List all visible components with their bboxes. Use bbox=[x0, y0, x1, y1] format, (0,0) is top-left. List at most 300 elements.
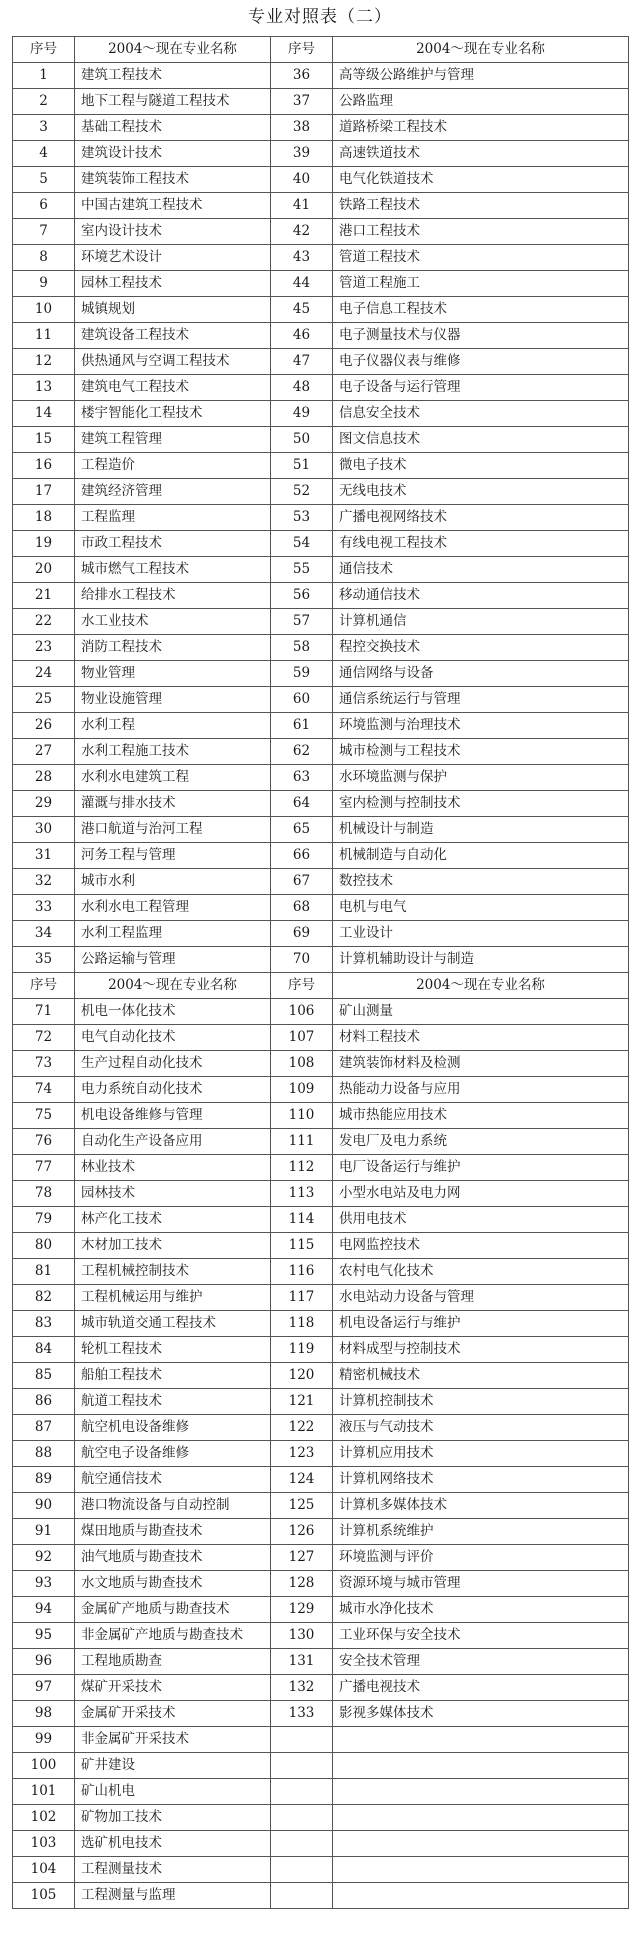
row-number: 72 bbox=[13, 1025, 75, 1051]
table-row bbox=[13, 427, 629, 453]
major-name: 矿山测量 bbox=[333, 999, 629, 1025]
row-number: 45 bbox=[271, 297, 333, 323]
table-row bbox=[13, 1389, 629, 1415]
major-name: 工程机械运用与维护 bbox=[75, 1285, 271, 1311]
table-row bbox=[13, 63, 629, 89]
row-number: 127 bbox=[271, 1545, 333, 1571]
table-row bbox=[13, 1467, 629, 1493]
row-number-empty bbox=[271, 1805, 333, 1831]
row-number: 93 bbox=[13, 1571, 75, 1597]
major-name: 航空电子设备维修 bbox=[75, 1441, 271, 1467]
major-name: 基础工程技术 bbox=[75, 115, 271, 141]
table-row bbox=[13, 661, 629, 687]
row-number: 92 bbox=[13, 1545, 75, 1571]
row-number: 99 bbox=[13, 1727, 75, 1753]
row-number: 91 bbox=[13, 1519, 75, 1545]
major-name: 机械制造与自动化 bbox=[333, 843, 629, 869]
major-name: 计算机系统维护 bbox=[333, 1519, 629, 1545]
major-name: 水利工程施工技术 bbox=[75, 739, 271, 765]
table-row bbox=[13, 791, 629, 817]
major-name: 建筑工程技术 bbox=[75, 63, 271, 89]
major-name: 水利水电建筑工程 bbox=[75, 765, 271, 791]
header-name: 2004～现在专业名称 bbox=[333, 37, 629, 63]
table-row bbox=[13, 947, 629, 973]
table-row bbox=[13, 1207, 629, 1233]
major-name-empty bbox=[333, 1831, 629, 1857]
header-seq: 序号 bbox=[13, 37, 75, 63]
header-seq: 序号 bbox=[271, 973, 333, 999]
row-number: 85 bbox=[13, 1363, 75, 1389]
row-number: 100 bbox=[13, 1753, 75, 1779]
major-name: 计算机多媒体技术 bbox=[333, 1493, 629, 1519]
major-name: 城镇规划 bbox=[75, 297, 271, 323]
major-name: 电气化铁道技术 bbox=[333, 167, 629, 193]
table-row bbox=[13, 999, 629, 1025]
table-row bbox=[13, 739, 629, 765]
major-name: 港口工程技术 bbox=[333, 219, 629, 245]
major-name: 船舶工程技术 bbox=[75, 1363, 271, 1389]
row-number: 26 bbox=[13, 713, 75, 739]
table-row bbox=[13, 635, 629, 661]
major-name-empty bbox=[333, 1753, 629, 1779]
header-name: 2004～现在专业名称 bbox=[75, 973, 271, 999]
row-number: 111 bbox=[271, 1129, 333, 1155]
row-number: 70 bbox=[271, 947, 333, 973]
row-number: 82 bbox=[13, 1285, 75, 1311]
major-name: 室内设计技术 bbox=[75, 219, 271, 245]
major-comparison-table bbox=[12, 36, 629, 1909]
major-name: 建筑电气工程技术 bbox=[75, 375, 271, 401]
major-name: 非金属矿开采技术 bbox=[75, 1727, 271, 1753]
table-row bbox=[13, 1883, 629, 1909]
major-name: 水电站动力设备与管理 bbox=[333, 1285, 629, 1311]
header-seq: 序号 bbox=[13, 973, 75, 999]
row-number: 54 bbox=[271, 531, 333, 557]
major-name: 机电设备运行与维护 bbox=[333, 1311, 629, 1337]
table-row bbox=[13, 323, 629, 349]
row-number: 68 bbox=[271, 895, 333, 921]
major-name: 油气地质与勘查技术 bbox=[75, 1545, 271, 1571]
row-number: 59 bbox=[271, 661, 333, 687]
row-number: 119 bbox=[271, 1337, 333, 1363]
major-name: 港口航道与治河工程 bbox=[75, 817, 271, 843]
header-row bbox=[13, 973, 629, 999]
header-seq: 序号 bbox=[271, 37, 333, 63]
major-name: 液压与气动技术 bbox=[333, 1415, 629, 1441]
table-row bbox=[13, 1259, 629, 1285]
row-number: 34 bbox=[13, 921, 75, 947]
major-name: 通信系统运行与管理 bbox=[333, 687, 629, 713]
major-name: 木材加工技术 bbox=[75, 1233, 271, 1259]
row-number: 20 bbox=[13, 557, 75, 583]
major-name: 城市检测与工程技术 bbox=[333, 739, 629, 765]
row-number: 109 bbox=[271, 1077, 333, 1103]
row-number: 88 bbox=[13, 1441, 75, 1467]
row-number: 64 bbox=[271, 791, 333, 817]
row-number: 112 bbox=[271, 1155, 333, 1181]
major-name: 物业设施管理 bbox=[75, 687, 271, 713]
row-number: 10 bbox=[13, 297, 75, 323]
row-number: 124 bbox=[271, 1467, 333, 1493]
major-name: 农村电气化技术 bbox=[333, 1259, 629, 1285]
row-number: 33 bbox=[13, 895, 75, 921]
row-number: 44 bbox=[271, 271, 333, 297]
major-name: 自动化生产设备应用 bbox=[75, 1129, 271, 1155]
row-number: 105 bbox=[13, 1883, 75, 1909]
row-number: 86 bbox=[13, 1389, 75, 1415]
table-row bbox=[13, 167, 629, 193]
major-name: 选矿机电技术 bbox=[75, 1831, 271, 1857]
row-number: 12 bbox=[13, 349, 75, 375]
major-name: 工程造价 bbox=[75, 453, 271, 479]
table-row bbox=[13, 1519, 629, 1545]
row-number-empty bbox=[271, 1883, 333, 1909]
row-number: 65 bbox=[271, 817, 333, 843]
major-name: 市政工程技术 bbox=[75, 531, 271, 557]
major-name: 微电子技术 bbox=[333, 453, 629, 479]
major-name: 广播电视网络技术 bbox=[333, 505, 629, 531]
major-name: 航空机电设备维修 bbox=[75, 1415, 271, 1441]
row-number: 13 bbox=[13, 375, 75, 401]
row-number: 9 bbox=[13, 271, 75, 297]
row-number: 16 bbox=[13, 453, 75, 479]
table-row bbox=[13, 869, 629, 895]
major-name: 地下工程与隧道工程技术 bbox=[75, 89, 271, 115]
table-row bbox=[13, 1129, 629, 1155]
major-name: 工程测量与监理 bbox=[75, 1883, 271, 1909]
major-name: 煤田地质与勘查技术 bbox=[75, 1519, 271, 1545]
row-number: 29 bbox=[13, 791, 75, 817]
row-number: 125 bbox=[271, 1493, 333, 1519]
major-name: 城市水利 bbox=[75, 869, 271, 895]
major-name: 电子设备与运行管理 bbox=[333, 375, 629, 401]
row-number: 80 bbox=[13, 1233, 75, 1259]
row-number: 61 bbox=[271, 713, 333, 739]
table-row bbox=[13, 453, 629, 479]
row-number: 3 bbox=[13, 115, 75, 141]
major-name: 公路运输与管理 bbox=[75, 947, 271, 973]
row-number: 32 bbox=[13, 869, 75, 895]
major-name: 管道工程技术 bbox=[333, 245, 629, 271]
major-name: 有线电视工程技术 bbox=[333, 531, 629, 557]
row-number: 129 bbox=[271, 1597, 333, 1623]
row-number: 122 bbox=[271, 1415, 333, 1441]
major-name: 电气自动化技术 bbox=[75, 1025, 271, 1051]
row-number: 24 bbox=[13, 661, 75, 687]
major-name: 公路监理 bbox=[333, 89, 629, 115]
table-row bbox=[13, 531, 629, 557]
major-name: 程控交换技术 bbox=[333, 635, 629, 661]
row-number: 101 bbox=[13, 1779, 75, 1805]
row-number: 95 bbox=[13, 1623, 75, 1649]
row-number: 52 bbox=[271, 479, 333, 505]
row-number: 31 bbox=[13, 843, 75, 869]
table-row bbox=[13, 713, 629, 739]
major-name: 无线电技术 bbox=[333, 479, 629, 505]
row-number: 15 bbox=[13, 427, 75, 453]
major-name: 水利水电工程管理 bbox=[75, 895, 271, 921]
table-row bbox=[13, 1233, 629, 1259]
major-name-empty bbox=[333, 1727, 629, 1753]
major-name: 中国古建筑工程技术 bbox=[75, 193, 271, 219]
row-number: 66 bbox=[271, 843, 333, 869]
major-name: 电子仪器仪表与维修 bbox=[333, 349, 629, 375]
row-number: 97 bbox=[13, 1675, 75, 1701]
table-row bbox=[13, 1181, 629, 1207]
major-name: 城市水净化技术 bbox=[333, 1597, 629, 1623]
major-name: 轮机工程技术 bbox=[75, 1337, 271, 1363]
major-name: 园林技术 bbox=[75, 1181, 271, 1207]
table-row bbox=[13, 349, 629, 375]
row-number: 1 bbox=[13, 63, 75, 89]
major-name: 材料成型与控制技术 bbox=[333, 1337, 629, 1363]
table-row bbox=[13, 1649, 629, 1675]
major-name: 铁路工程技术 bbox=[333, 193, 629, 219]
table-row bbox=[13, 271, 629, 297]
major-name: 水利工程监理 bbox=[75, 921, 271, 947]
table-row bbox=[13, 1311, 629, 1337]
major-name: 机电一体化技术 bbox=[75, 999, 271, 1025]
row-number: 51 bbox=[271, 453, 333, 479]
row-number: 87 bbox=[13, 1415, 75, 1441]
major-name-empty bbox=[333, 1857, 629, 1883]
row-number: 2 bbox=[13, 89, 75, 115]
major-name: 灌溉与排水技术 bbox=[75, 791, 271, 817]
table-row bbox=[13, 401, 629, 427]
major-name: 机电设备维修与管理 bbox=[75, 1103, 271, 1129]
major-name: 高等级公路维护与管理 bbox=[333, 63, 629, 89]
row-number: 81 bbox=[13, 1259, 75, 1285]
major-name: 图文信息技术 bbox=[333, 427, 629, 453]
row-number: 110 bbox=[271, 1103, 333, 1129]
major-name: 矿物加工技术 bbox=[75, 1805, 271, 1831]
major-name: 工程机械控制技术 bbox=[75, 1259, 271, 1285]
row-number: 48 bbox=[271, 375, 333, 401]
major-name: 金属矿产地质与勘查技术 bbox=[75, 1597, 271, 1623]
major-name: 工程监理 bbox=[75, 505, 271, 531]
major-name: 资源环境与城市管理 bbox=[333, 1571, 629, 1597]
major-name: 高速铁道技术 bbox=[333, 141, 629, 167]
table-row bbox=[13, 687, 629, 713]
row-number: 46 bbox=[271, 323, 333, 349]
major-name: 信息安全技术 bbox=[333, 401, 629, 427]
row-number: 123 bbox=[271, 1441, 333, 1467]
major-name: 机械设计与制造 bbox=[333, 817, 629, 843]
major-name-empty bbox=[333, 1779, 629, 1805]
major-name: 热能动力设备与应用 bbox=[333, 1077, 629, 1103]
major-name: 航空通信技术 bbox=[75, 1467, 271, 1493]
row-number: 39 bbox=[271, 141, 333, 167]
row-number: 108 bbox=[271, 1051, 333, 1077]
row-number: 117 bbox=[271, 1285, 333, 1311]
row-number: 121 bbox=[271, 1389, 333, 1415]
row-number: 77 bbox=[13, 1155, 75, 1181]
row-number: 40 bbox=[271, 167, 333, 193]
row-number: 21 bbox=[13, 583, 75, 609]
row-number: 103 bbox=[13, 1831, 75, 1857]
table-row bbox=[13, 583, 629, 609]
major-name: 园林工程技术 bbox=[75, 271, 271, 297]
table-row bbox=[13, 1441, 629, 1467]
major-name: 计算机应用技术 bbox=[333, 1441, 629, 1467]
row-number: 19 bbox=[13, 531, 75, 557]
major-name: 水利工程 bbox=[75, 713, 271, 739]
major-name: 室内检测与控制技术 bbox=[333, 791, 629, 817]
major-name: 道路桥梁工程技术 bbox=[333, 115, 629, 141]
table-row bbox=[13, 193, 629, 219]
row-number: 50 bbox=[271, 427, 333, 453]
row-number: 17 bbox=[13, 479, 75, 505]
major-name: 小型水电站及电力网 bbox=[333, 1181, 629, 1207]
table-row bbox=[13, 141, 629, 167]
row-number: 4 bbox=[13, 141, 75, 167]
table-row bbox=[13, 505, 629, 531]
table-row bbox=[13, 375, 629, 401]
major-name: 楼宇智能化工程技术 bbox=[75, 401, 271, 427]
table-row bbox=[13, 921, 629, 947]
major-name: 电网监控技术 bbox=[333, 1233, 629, 1259]
table-row bbox=[13, 1727, 629, 1753]
row-number: 35 bbox=[13, 947, 75, 973]
table-row bbox=[13, 1415, 629, 1441]
table-row bbox=[13, 765, 629, 791]
major-name: 电力系统自动化技术 bbox=[75, 1077, 271, 1103]
major-name: 河务工程与管理 bbox=[75, 843, 271, 869]
row-number: 63 bbox=[271, 765, 333, 791]
header-name: 2004～现在专业名称 bbox=[75, 37, 271, 63]
major-name: 精密机械技术 bbox=[333, 1363, 629, 1389]
row-number: 74 bbox=[13, 1077, 75, 1103]
major-name: 环境监测与评价 bbox=[333, 1545, 629, 1571]
major-name: 矿山机电 bbox=[75, 1779, 271, 1805]
table-row bbox=[13, 1285, 629, 1311]
major-name: 水环境监测与保护 bbox=[333, 765, 629, 791]
row-number: 75 bbox=[13, 1103, 75, 1129]
table-row bbox=[13, 843, 629, 869]
row-number: 42 bbox=[271, 219, 333, 245]
row-number: 113 bbox=[271, 1181, 333, 1207]
major-name: 环境监测与治理技术 bbox=[333, 713, 629, 739]
row-number: 94 bbox=[13, 1597, 75, 1623]
table-row bbox=[13, 609, 629, 635]
table-row bbox=[13, 895, 629, 921]
row-number: 118 bbox=[271, 1311, 333, 1337]
table-body bbox=[13, 37, 629, 1909]
major-name-empty bbox=[333, 1883, 629, 1909]
major-name: 供热通风与空调工程技术 bbox=[75, 349, 271, 375]
major-name: 煤矿开采技术 bbox=[75, 1675, 271, 1701]
row-number-empty bbox=[271, 1831, 333, 1857]
row-number: 83 bbox=[13, 1311, 75, 1337]
row-number: 56 bbox=[271, 583, 333, 609]
row-number: 89 bbox=[13, 1467, 75, 1493]
row-number: 38 bbox=[271, 115, 333, 141]
major-name: 物业管理 bbox=[75, 661, 271, 687]
major-name: 工程地质勘查 bbox=[75, 1649, 271, 1675]
major-name: 矿井建设 bbox=[75, 1753, 271, 1779]
major-name: 消防工程技术 bbox=[75, 635, 271, 661]
table-row bbox=[13, 1623, 629, 1649]
major-name: 计算机网络技术 bbox=[333, 1467, 629, 1493]
row-number: 60 bbox=[271, 687, 333, 713]
row-number: 37 bbox=[271, 89, 333, 115]
table-row bbox=[13, 557, 629, 583]
row-number: 126 bbox=[271, 1519, 333, 1545]
major-name: 电子信息工程技术 bbox=[333, 297, 629, 323]
major-name: 城市燃气工程技术 bbox=[75, 557, 271, 583]
major-name: 电机与电气 bbox=[333, 895, 629, 921]
row-number: 6 bbox=[13, 193, 75, 219]
major-name: 工业设计 bbox=[333, 921, 629, 947]
major-name: 移动通信技术 bbox=[333, 583, 629, 609]
row-number-empty bbox=[271, 1753, 333, 1779]
row-number: 22 bbox=[13, 609, 75, 635]
row-number: 47 bbox=[271, 349, 333, 375]
major-name: 林产化工技术 bbox=[75, 1207, 271, 1233]
table-row bbox=[13, 1545, 629, 1571]
major-name: 城市热能应用技术 bbox=[333, 1103, 629, 1129]
table-row bbox=[13, 479, 629, 505]
major-name: 通信网络与设备 bbox=[333, 661, 629, 687]
row-number: 128 bbox=[271, 1571, 333, 1597]
row-number: 98 bbox=[13, 1701, 75, 1727]
table-row bbox=[13, 115, 629, 141]
row-number: 43 bbox=[271, 245, 333, 271]
table-row bbox=[13, 1025, 629, 1051]
row-number: 73 bbox=[13, 1051, 75, 1077]
table-row bbox=[13, 245, 629, 271]
row-number: 18 bbox=[13, 505, 75, 531]
major-name: 广播电视技术 bbox=[333, 1675, 629, 1701]
row-number: 130 bbox=[271, 1623, 333, 1649]
table-row bbox=[13, 1051, 629, 1077]
row-number: 5 bbox=[13, 167, 75, 193]
major-name: 非金属矿产地质与勘查技术 bbox=[75, 1623, 271, 1649]
major-name: 金属矿开采技术 bbox=[75, 1701, 271, 1727]
row-number: 8 bbox=[13, 245, 75, 271]
table-row bbox=[13, 219, 629, 245]
row-number: 41 bbox=[271, 193, 333, 219]
major-name: 材料工程技术 bbox=[333, 1025, 629, 1051]
major-name: 工程测量技术 bbox=[75, 1857, 271, 1883]
major-name: 电厂设备运行与维护 bbox=[333, 1155, 629, 1181]
table-row bbox=[13, 1493, 629, 1519]
table-row bbox=[13, 1857, 629, 1883]
row-number: 57 bbox=[271, 609, 333, 635]
major-name: 港口物流设备与自动控制 bbox=[75, 1493, 271, 1519]
table-row bbox=[13, 1805, 629, 1831]
major-name: 计算机辅助设计与制造 bbox=[333, 947, 629, 973]
row-number: 132 bbox=[271, 1675, 333, 1701]
major-name: 环境艺术设计 bbox=[75, 245, 271, 271]
row-number-empty bbox=[271, 1857, 333, 1883]
row-number: 96 bbox=[13, 1649, 75, 1675]
row-number: 131 bbox=[271, 1649, 333, 1675]
header-row bbox=[13, 37, 629, 63]
table-row bbox=[13, 1831, 629, 1857]
major-name: 建筑工程管理 bbox=[75, 427, 271, 453]
major-name: 生产过程自动化技术 bbox=[75, 1051, 271, 1077]
row-number: 133 bbox=[271, 1701, 333, 1727]
table-row bbox=[13, 1675, 629, 1701]
table-row bbox=[13, 1753, 629, 1779]
row-number: 106 bbox=[271, 999, 333, 1025]
table-row bbox=[13, 1103, 629, 1129]
major-name: 管道工程施工 bbox=[333, 271, 629, 297]
major-name: 给排水工程技术 bbox=[75, 583, 271, 609]
table-row bbox=[13, 1155, 629, 1181]
table-row bbox=[13, 1779, 629, 1805]
